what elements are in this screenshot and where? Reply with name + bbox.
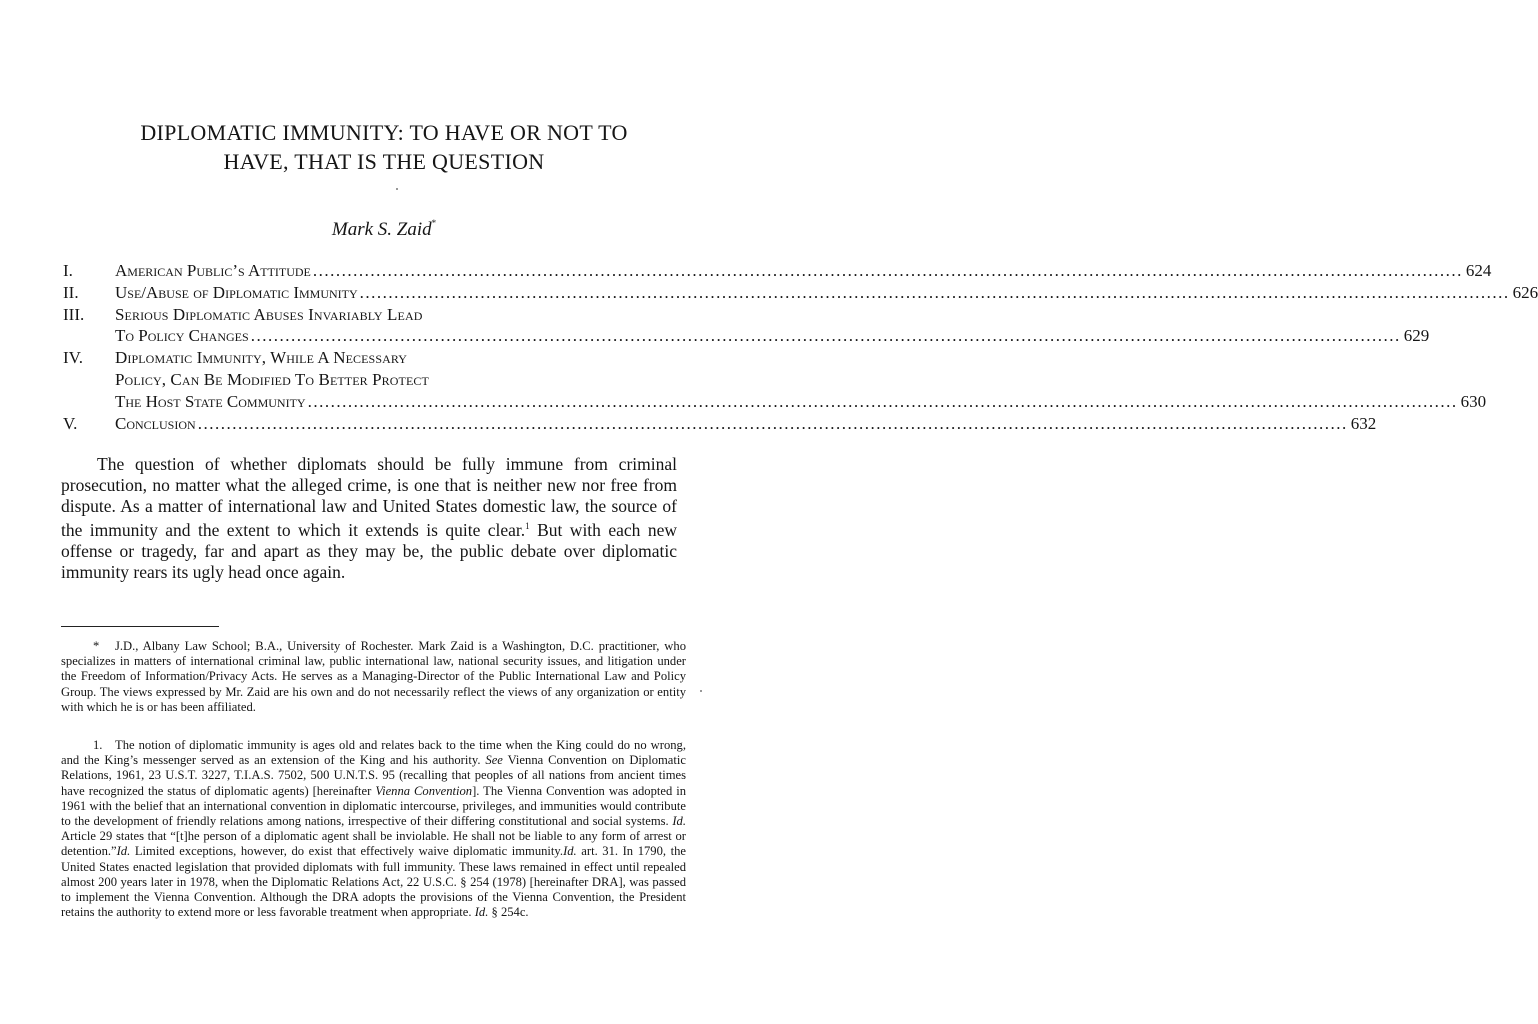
toc-page-number: 629 bbox=[1403, 326, 1430, 346]
author-footnote-mark: * bbox=[431, 218, 437, 228]
toc-entry bbox=[115, 391, 1487, 413]
article-title-line-2: HAVE, THAT IS THE QUESTION bbox=[223, 149, 545, 174]
toc-line bbox=[63, 260, 1492, 282]
toc-leader-dots: ........................................................................................................................................................................................................ bbox=[250, 326, 1401, 346]
toc-section-number: V. bbox=[63, 413, 78, 433]
opening-paragraph-text-b: But with each new offense or tragedy, far and apart as they may be, the public debate over diplomatic immunity rears its ugly head once again. bbox=[61, 520, 677, 582]
toc-page-number: 632 bbox=[1350, 413, 1377, 433]
opening-paragraph bbox=[61, 454, 677, 583]
footnote-ref-1: 1 bbox=[525, 521, 530, 532]
toc-leader-dots: ........................................................................................................................................................................................................ bbox=[359, 282, 1510, 302]
toc-page-number: 630 bbox=[1460, 391, 1487, 411]
footnote-author bbox=[61, 639, 686, 715]
toc-entry bbox=[115, 282, 1538, 304]
toc-section-number: III. bbox=[63, 304, 85, 324]
toc-section-title: Conclusion bbox=[115, 413, 196, 433]
toc-section-number: I. bbox=[63, 261, 73, 280]
footnote-1-id: Id. bbox=[116, 844, 131, 859]
toc-entry bbox=[115, 260, 1492, 282]
footnote-1-id: Id. bbox=[672, 814, 686, 829]
author-byline bbox=[0, 218, 768, 241]
footnote-author-text: J.D., Albany Law School; B.A., University of Rochester. Mark Zaid is a Washington, D.C. practitioner, who specializes in matters of international criminal law, public international law, national security issues, and litigation under the Freedom of Information/Privacy Acts. He serves as a Managing-Director of the Public International Law and Policy Group. The views expressed by Mr. Zaid are his own and do not necessarily reflect the views of any organization or entity with which he is or has been affiliated. bbox=[61, 639, 686, 714]
footnote-1-signal: See bbox=[485, 753, 503, 768]
toc-section-title: Diplomatic Immunity, While A Necessary bbox=[115, 348, 408, 368]
toc-line bbox=[63, 369, 653, 391]
toc-section-title: The Host State Community bbox=[115, 391, 306, 411]
footnote-1-text: § 254c. bbox=[488, 905, 529, 920]
toc-section-title: Serious Diplomatic Abuses Invariably Lead bbox=[115, 304, 423, 324]
footnote-author-mark: * bbox=[93, 639, 100, 653]
toc-section-title: American Public’s Attitude bbox=[115, 261, 311, 280]
toc-page-number: 626 bbox=[1512, 282, 1538, 302]
toc-leader-dots: ........................................................................................................................................................................................................ bbox=[197, 413, 1348, 433]
article-title bbox=[60, 118, 708, 176]
footnote-divider bbox=[61, 626, 219, 627]
toc-line bbox=[63, 347, 653, 369]
toc-line bbox=[63, 391, 1487, 413]
toc-section-number: IV. bbox=[63, 348, 83, 368]
footnote-1-text: art. 31. In 1790, the United States enacted legislation that provided diplomats with full immunity. These laws remained in effect until repealed almost 200 years later in 1978, when the Diplomatic Relations Act, 22 U.S.C. § 254 (1978) [hereinafter DRA], was passed to implement the Vienna Convention. Although the DRA adopts the provisions of the Vienna Convention, the President retains the authority to extend more or less favorable treatment when appropriate. bbox=[61, 844, 686, 920]
toc-entry bbox=[115, 413, 1377, 435]
footnote-1 bbox=[61, 738, 686, 920]
footnote-1-short-cite: Vienna Convention bbox=[375, 783, 473, 798]
footnote-1-text: ]. The Vienna Convention was adopted in 1961 with the belief that an international convention in diplomatic intercourse, privileges, and immunities would contribute to the development of friendly relations among nations, irrespective of their differing constitutional and social systems. bbox=[61, 783, 687, 829]
scan-speck bbox=[700, 690, 702, 692]
toc-leader-dots: ........................................................................................................................................................................................................ bbox=[307, 391, 1458, 411]
scan-speck bbox=[396, 188, 398, 190]
footnote-1-text: Limited exceptions, however, do exist that effectively waive diplomatic immunity. bbox=[130, 844, 564, 859]
toc-section-title: To Policy Changes bbox=[115, 326, 249, 346]
opening-paragraph-text-a: The question of whether diplomats should be fully immune from criminal prosecution, no matter what the alleged crime, is one that is neither new nor free from dispute. As a matter of international law and United States domestic law, the source of the immunity and the extent to which it extends is quite clear. bbox=[61, 454, 677, 541]
article-title-line-1: DIPLOMATIC IMMUNITY: TO HAVE OR NOT TO bbox=[140, 120, 628, 145]
author-name: Mark S. Zaid bbox=[331, 219, 432, 240]
footnote-1-text: Vienna Convention on Diplomatic Relations, 1961, 23 U.S.T. 3227, T.I.A.S. 7502, 500 U.N.T.S. 95 (recalling that peoples of all nations from ancient times have recognized the status of diplomatic agents) [hereinafter bbox=[61, 753, 686, 798]
toc-line bbox=[63, 413, 1377, 435]
footnote-1-id: Id. bbox=[474, 905, 489, 920]
toc-line bbox=[63, 304, 653, 326]
toc-section-title: Use/Abuse of Diplomatic Immunity bbox=[115, 282, 358, 302]
toc-entry bbox=[115, 325, 1430, 347]
footnote-1-text: The notion of diplomatic immunity is ages old and relates back to the time when the King could do no wrong, and the King’s messenger served as an extension of the King and his authority. bbox=[61, 738, 686, 768]
toc-leader-dots: ........................................................................................................................................................................................................ bbox=[312, 261, 1463, 280]
toc-section-number: II. bbox=[63, 282, 79, 302]
footnote-1-mark: 1. bbox=[93, 738, 103, 752]
toc-section-title: Policy, Can Be Modified To Better Protect bbox=[115, 370, 429, 389]
toc-page-number: 624 bbox=[1465, 261, 1492, 280]
footnote-1-id: Id. bbox=[563, 844, 577, 859]
footnote-1-text: Article 29 states that “[t]he person of a diplomatic agent shall be inviolable. He shall not be liable to any form of arrest or detention.” bbox=[61, 829, 686, 859]
toc-line bbox=[63, 282, 1538, 304]
toc-line bbox=[63, 325, 1430, 347]
